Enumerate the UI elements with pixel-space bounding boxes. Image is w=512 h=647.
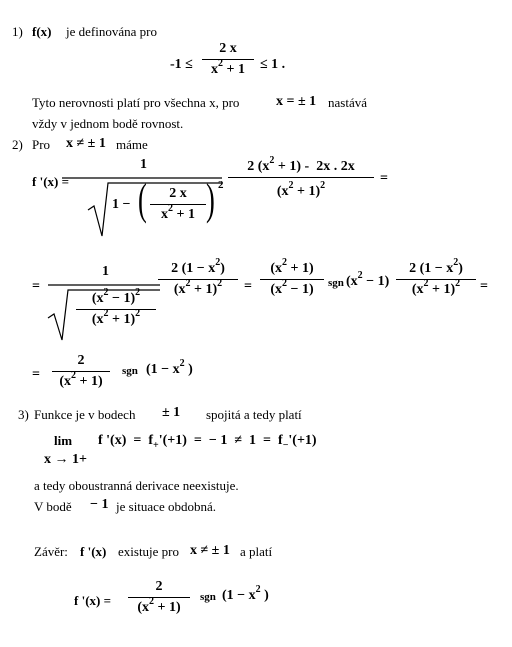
row2-inner-bar (76, 309, 156, 310)
derivative-numerator: 2 $(x^2 + 1) - 2x$ . 2x (247, 155, 355, 174)
row2-d-bar (396, 279, 476, 280)
row3-numerator: 2 (77, 353, 85, 368)
section-3-line-4m: − 1 (90, 497, 109, 512)
conclusion-arg: ($1 - x^2$ ) (222, 584, 269, 603)
row3-equals: = (32, 367, 40, 382)
conclusion-label: Závěr: (34, 544, 68, 559)
row2-inner-fraction (76, 287, 156, 328)
sgn-2: sgn (122, 365, 138, 377)
inequality-left: -1 ≤ (170, 57, 193, 72)
inequality-right: ≤ 1 . (260, 57, 286, 72)
limit-label: lim (54, 433, 73, 448)
row2-c-fraction (260, 257, 324, 298)
derivative-fraction (228, 155, 374, 200)
section-3-line-4a: V bodě (34, 499, 72, 514)
limit-subscript: x → 1+ (44, 452, 87, 467)
row2-b-denominator: $(x^2 + 1)^2$ (173, 278, 223, 298)
derivative-bar (228, 177, 374, 178)
section-3-line-4b: je situace obdobná. (116, 499, 216, 514)
inner-numerator: 2 x (169, 186, 187, 201)
big-numerator: 1 (140, 157, 147, 172)
row2-equals: = (32, 279, 40, 294)
fraction-denominator: $x^2 + 1$ (211, 58, 245, 78)
row2-b-bar (158, 279, 238, 280)
conclusion-fx: f '(x) (80, 544, 107, 559)
section-3-pm: ± 1 (162, 405, 181, 420)
section-3-line-3: a tedy oboustranná derivace neexistuje. (34, 478, 239, 493)
row2-d-denominator: $(x^2 + 1)^2$ (411, 278, 461, 298)
section-2-pro: Pro (32, 137, 51, 152)
conclusion-fprime: f '(x) = (74, 593, 112, 608)
sgn-arg-2: ($1 - x^2$ ) (146, 358, 193, 377)
equals-2: = (244, 279, 252, 294)
section-2-condition: x ≠ ± 1 (66, 136, 106, 151)
conclusion-denominator: $(x^2 + 1)$ (137, 596, 181, 616)
row2-c-numerator: $(x^2 + 1)$ (270, 257, 314, 276)
equals-1: = (380, 171, 388, 186)
conclusion-numerator: 2 (155, 579, 163, 594)
row3-fraction (52, 354, 110, 389)
row2-inner-numerator: $(x^2 - 1)^2$ (91, 287, 141, 306)
fraction-bar (202, 59, 254, 60)
left-paren: ( (138, 175, 147, 224)
conclusion-tail: a platí (240, 544, 273, 559)
note-line-2: vždy v jednom bodě rovnost. (32, 116, 184, 131)
inequality-fraction (202, 42, 254, 77)
section-2-mame: máme (116, 137, 148, 152)
row2-d-numerator: 2 $(1 - x^2)$ (409, 257, 463, 276)
fx-symbol: f(x) (32, 24, 52, 39)
limit-expression: f '$(x) = f_+'(+1)$ = − $1 \ne 1 = f_-'(+1)$ (98, 433, 317, 451)
conclusion-sgn: sgn (200, 591, 216, 603)
row2-b-fraction (158, 257, 238, 298)
section-2-label: 2) (12, 137, 23, 152)
sgn-arg-1: $(x^2 - 1)$ (346, 270, 390, 289)
section-1-label: 1) (12, 24, 23, 39)
fraction-numerator: 2 x (219, 41, 237, 56)
row2-c-denominator: $(x^2 - 1)$ (270, 278, 314, 298)
section-3-text-1: Funkce je v bodech (34, 407, 136, 422)
section-3-text-2: spojitá a tedy platí (206, 407, 302, 422)
row2-b-numerator: 2 $(1 - x^2)$ (171, 257, 225, 276)
conclusion-bar (128, 597, 190, 598)
derivative-denominator: $(x^2 + 1)^2$ (276, 180, 326, 200)
section-1-text: je definována pro (66, 24, 157, 39)
conclusion-fraction (128, 580, 190, 615)
row3-bar (52, 371, 110, 372)
equals-3: = (480, 279, 488, 294)
conclusion-condition: x ≠ ± 1 (190, 543, 230, 558)
right-paren: ) (206, 175, 215, 224)
sqrt-one-minus: 1 − (112, 197, 131, 212)
square-exponent: 2 (218, 179, 224, 191)
fprime-label: f '(x) = (32, 174, 70, 189)
note-line-1: Tyto nerovnosti platí pro všechna x, pro (32, 95, 240, 110)
note-tail: nastává (328, 95, 367, 110)
conclusion-text: existuje pro (118, 544, 180, 559)
sgn-1: sgn (328, 277, 344, 289)
inner-bar (150, 204, 206, 205)
inner-denominator: $x^2 + 1$ (161, 203, 195, 223)
row2-inner-denominator: $(x^2 + 1)^2$ (91, 308, 141, 328)
row2-d-fraction (396, 257, 476, 298)
row2-c-bar (260, 279, 324, 280)
inner-fraction (150, 187, 206, 222)
row3-denominator: $(x^2 + 1)$ (59, 370, 103, 390)
row2-one: 1 (102, 264, 109, 279)
note-equation: x = ± 1 (276, 94, 317, 109)
section-3-label: 3) (18, 407, 29, 422)
